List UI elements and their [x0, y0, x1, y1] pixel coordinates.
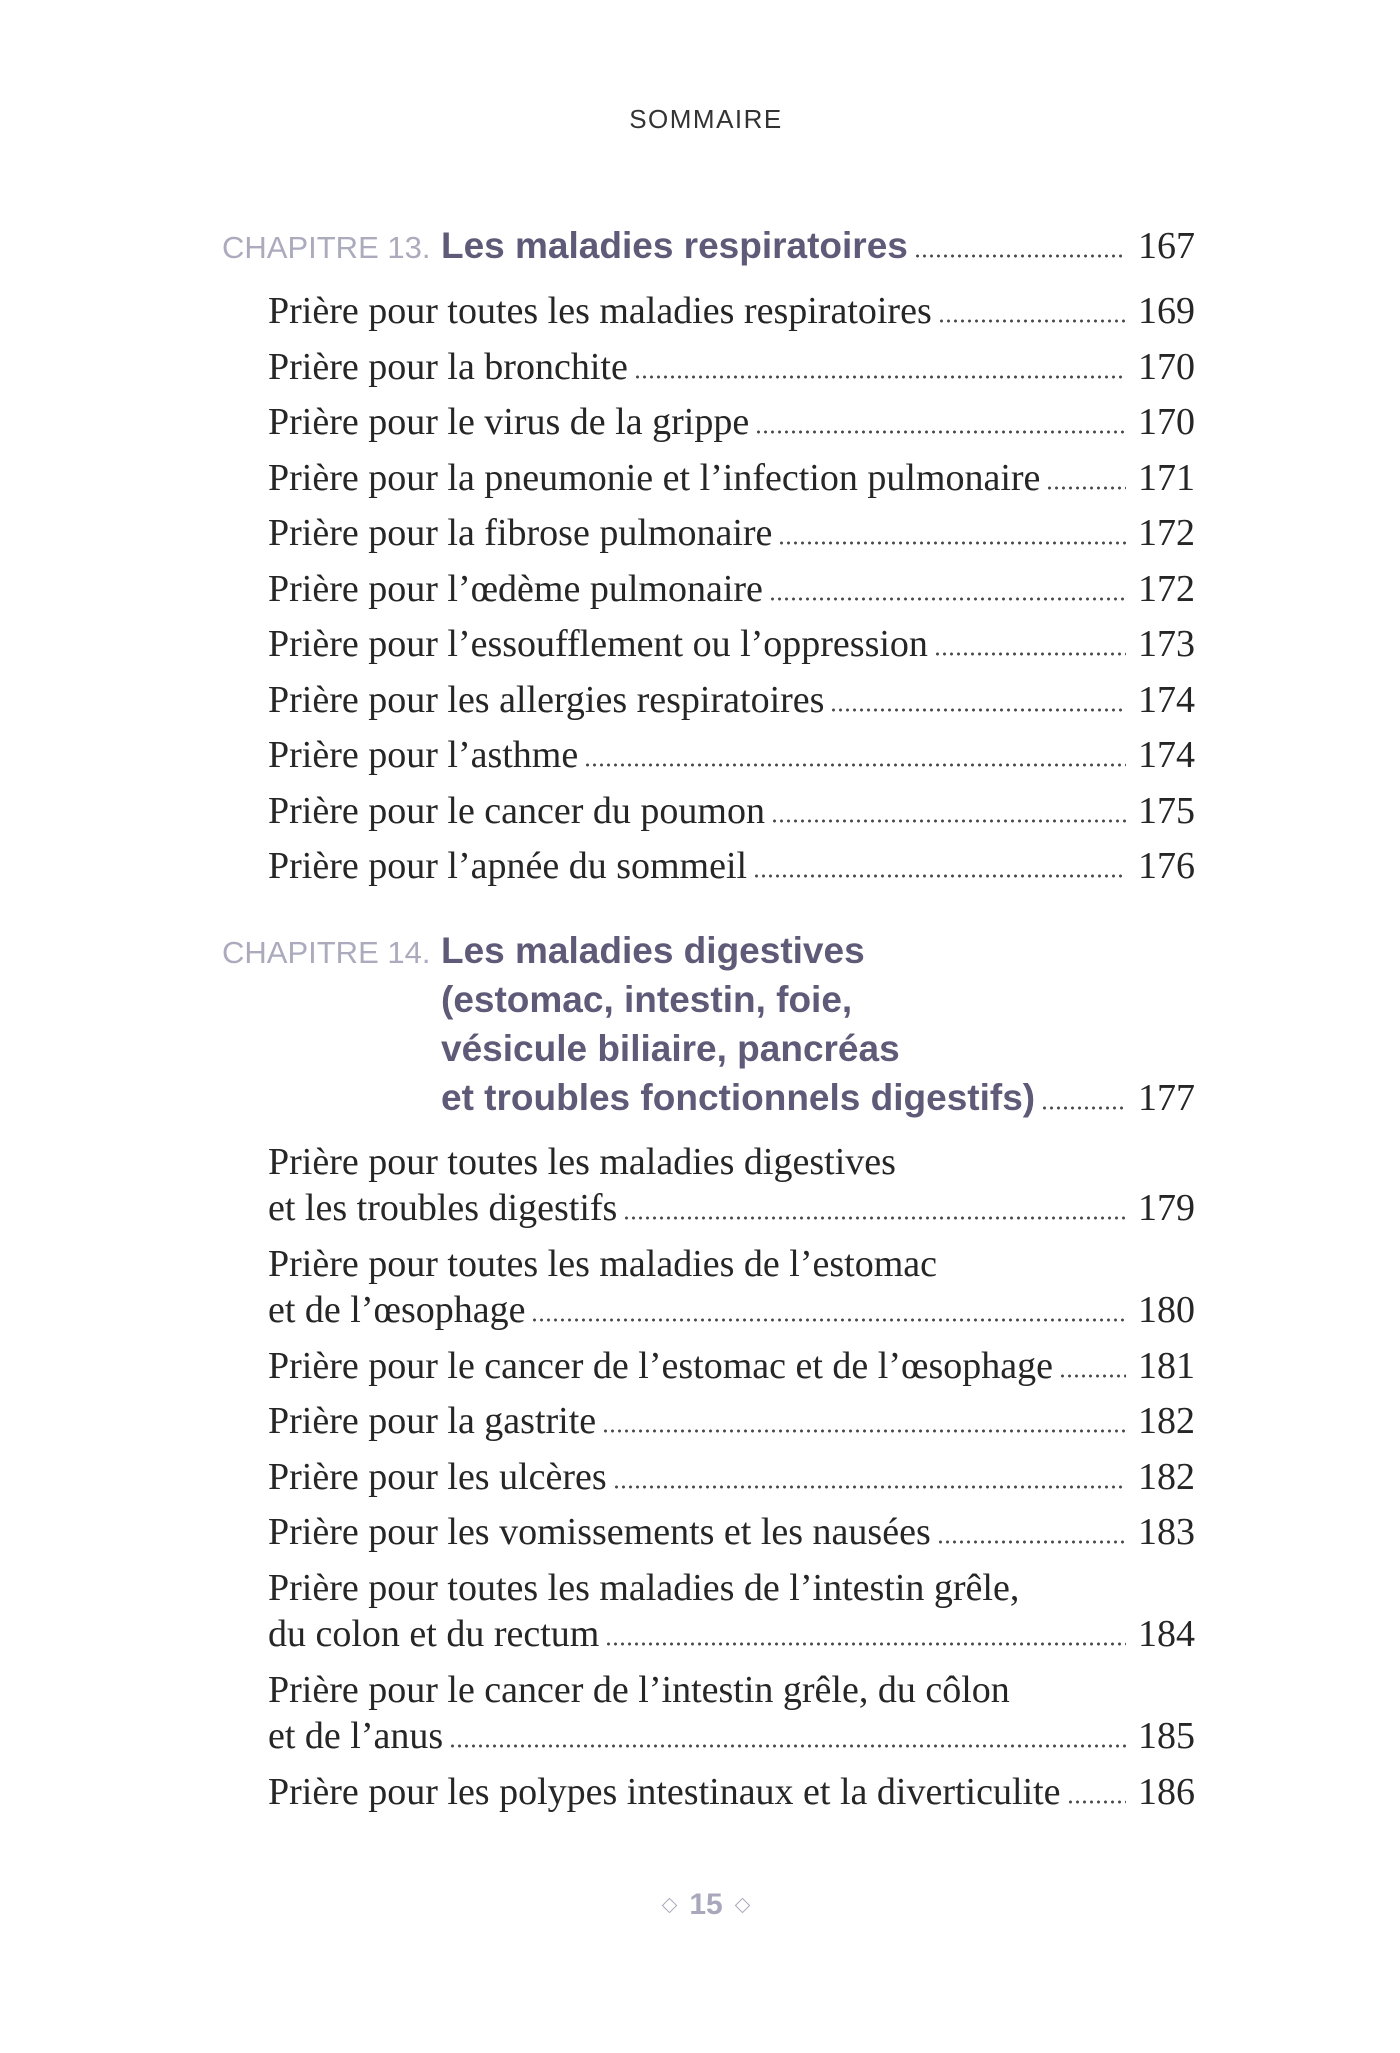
entry-page-number: 180	[1138, 1289, 1195, 1332]
entry-title: Prière pour l’essoufflement ou l’oppression	[268, 623, 928, 665]
entry-title: Prière pour la gastrite	[268, 1400, 597, 1443]
entry-title: Prière pour la bronchite	[268, 345, 628, 388]
leader-dots	[937, 1540, 1126, 1544]
leader-dots	[938, 319, 1126, 323]
entry-title-line: Prière pour toutes les maladies digestives	[268, 1141, 896, 1183]
leader-dots	[449, 1744, 1126, 1748]
leader-dots	[613, 1485, 1126, 1489]
chapter-14-entries	[268, 1139, 1195, 1824]
leader-dots	[634, 375, 1126, 379]
chapter-title-line: vésicule biliaire, pancréas	[441, 1028, 900, 1069]
toc-entry	[268, 1769, 1195, 1815]
toc-entry	[268, 1241, 1195, 1334]
toc-entry	[268, 399, 1195, 445]
entry-page-number: 170	[1138, 401, 1195, 443]
entry-page-number: 182	[1138, 1400, 1195, 1443]
toc-entry	[268, 1398, 1195, 1444]
toc-entry	[268, 677, 1195, 723]
toc-entry	[268, 1509, 1195, 1555]
leader-dots	[755, 430, 1126, 434]
leader-dots	[602, 1429, 1126, 1433]
leader-dots	[1059, 1374, 1126, 1378]
entry-title: Prière pour les vomissements et les nausées	[268, 1511, 931, 1554]
leader-dots	[531, 1318, 1126, 1322]
leader-dots	[1046, 486, 1126, 490]
leader-dots	[1041, 1106, 1126, 1110]
leader-dots	[778, 541, 1126, 545]
toc-entry	[268, 1343, 1195, 1389]
leader-dots	[914, 254, 1126, 258]
entry-page-number: 182	[1138, 1455, 1195, 1498]
running-header: SOMMAIRE	[629, 104, 783, 134]
chapter-title	[441, 221, 1195, 271]
diamond-outline-icon	[734, 1897, 750, 1913]
entry-title: Prière pour toutes les maladies respiratoires	[268, 290, 932, 332]
chapter-13-heading	[222, 221, 1195, 271]
chapter-title-last-line	[441, 1073, 1195, 1123]
entry-page-number: 170	[1138, 345, 1195, 388]
entry-page-number: 181	[1138, 1344, 1195, 1387]
entry-page-number: 186	[1138, 1770, 1195, 1813]
chapter-13-entries	[268, 288, 1195, 899]
toc-entry	[268, 1565, 1195, 1658]
entry-page-number: 172	[1138, 512, 1195, 554]
toc-entry	[268, 288, 1195, 334]
chapter-page-number: 167	[1138, 225, 1195, 267]
chapter-label: CHAPITRE 13.	[222, 230, 431, 265]
toc-entry	[268, 732, 1195, 778]
entry-page-number: 184	[1138, 1613, 1195, 1656]
toc-entry	[268, 1667, 1195, 1760]
entry-title-line: Prière pour toutes les maladies de l’intestin grêle,	[268, 1566, 1020, 1609]
toc-entry	[268, 566, 1195, 612]
entry-title: Prière pour les allergies respiratoires	[268, 678, 825, 721]
leader-dots	[753, 874, 1126, 878]
chapter-label: CHAPITRE 14.	[222, 935, 431, 970]
toc-entry	[268, 455, 1195, 501]
entry-page-number: 174	[1138, 678, 1195, 721]
entry-page-number: 174	[1138, 734, 1195, 776]
toc-entry	[268, 1139, 1195, 1232]
chapter-title-line: (estomac, intestin, foie,	[441, 979, 853, 1020]
chapter-title-line: et troubles fonctionnels digestifs)	[441, 1077, 1036, 1118]
entry-title: Prière pour le cancer de l’estomac et de l’œsophage	[268, 1344, 1053, 1387]
leader-dots	[771, 819, 1126, 823]
leader-dots	[934, 652, 1126, 656]
entry-title-line: Prière pour toutes les maladies de l’estomac	[268, 1242, 938, 1285]
leader-dots	[623, 1216, 1126, 1220]
entry-title: Prière pour le virus de la grippe	[268, 401, 750, 443]
chapter-title	[441, 926, 1195, 1123]
toc-entry	[268, 510, 1195, 556]
entry-page-number: 172	[1138, 567, 1195, 610]
entry-page-number: 176	[1138, 845, 1195, 887]
entry-page-number: 179	[1138, 1187, 1195, 1230]
entry-title: et de l’anus	[268, 1715, 444, 1758]
entry-title: Prière pour le cancer du poumon	[268, 789, 765, 832]
chapter-14-heading	[222, 926, 1195, 1123]
entry-title: et de l’œsophage	[268, 1289, 526, 1332]
leader-dots	[769, 597, 1126, 601]
entry-title: Prière pour l’apnée du sommeil	[268, 845, 748, 887]
entry-page-number: 171	[1138, 456, 1195, 499]
leader-dots	[605, 1642, 1126, 1646]
toc-entry	[268, 621, 1195, 667]
leader-dots	[1067, 1800, 1126, 1804]
entry-title: Prière pour l’asthme	[268, 734, 579, 776]
entry-page-number: 185	[1138, 1715, 1195, 1758]
entry-title: Prière pour les ulcères	[268, 1455, 607, 1498]
page-number: 15	[689, 1888, 723, 1921]
entry-title: Prière pour la fibrose pulmonaire	[268, 512, 773, 554]
toc-entry	[268, 788, 1195, 834]
entry-page-number: 175	[1138, 789, 1195, 832]
entry-title-line: Prière pour le cancer de l’intestin grêle, du côlon	[268, 1668, 1010, 1711]
toc-entry	[268, 344, 1195, 390]
leader-dots	[584, 763, 1126, 767]
leader-dots	[830, 708, 1126, 712]
entry-title: Prière pour l’œdème pulmonaire	[268, 567, 763, 610]
entry-title: Prière pour les polypes intestinaux et la diverticulite	[268, 1770, 1061, 1813]
entry-page-number: 169	[1138, 290, 1195, 332]
chapter-page-number: 177	[1138, 1077, 1195, 1119]
toc-entry	[268, 843, 1195, 889]
entry-title: et les troubles digestifs	[268, 1187, 618, 1230]
entry-page-number: 173	[1138, 623, 1195, 665]
chapter-title-last-line	[441, 221, 1195, 271]
chapter-title-line: Les maladies respiratoires	[441, 225, 908, 266]
entry-title: du colon et du rectum	[268, 1613, 600, 1656]
diamond-outline-icon	[662, 1897, 678, 1913]
toc-entry	[268, 1454, 1195, 1500]
page-folio	[12, 1885, 1400, 1925]
entry-title: Prière pour la pneumonie et l’infection pulmonaire	[268, 456, 1041, 499]
entry-page-number: 183	[1138, 1511, 1195, 1554]
chapter-title-line: Les maladies digestives	[441, 930, 865, 971]
